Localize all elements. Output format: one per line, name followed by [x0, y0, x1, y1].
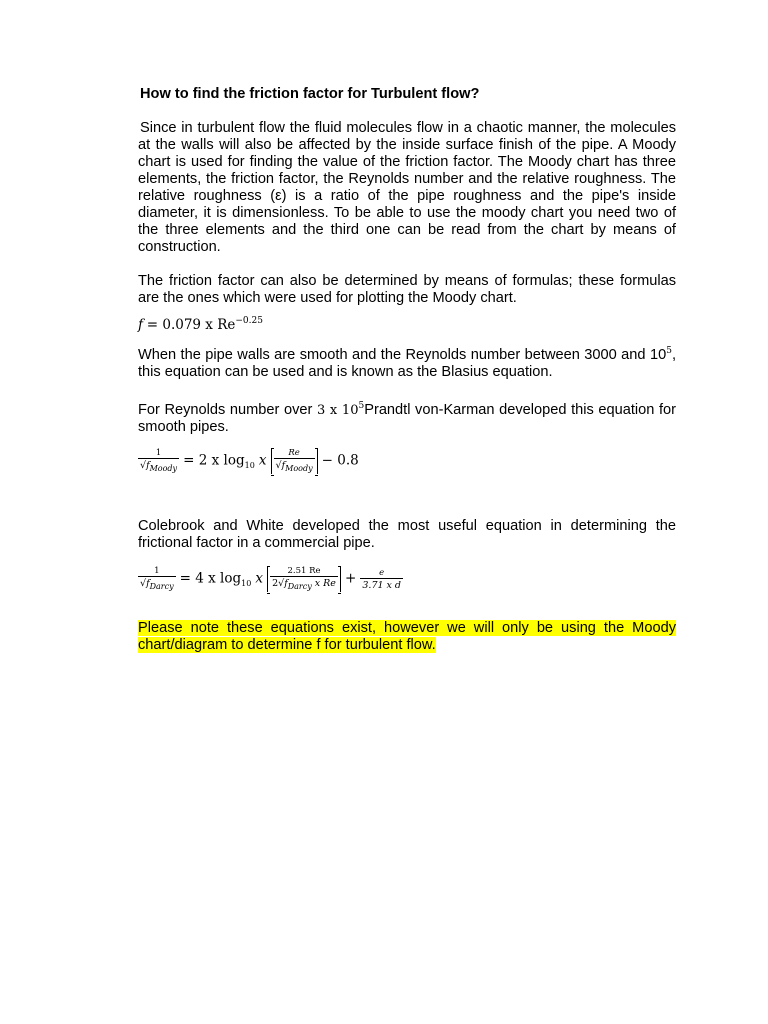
blasius-equation: f = 0.079 x $Re^{-0.25}$ [138, 316, 263, 333]
paragraph-blasius: When the pipe walls are smooth and the Reynolds number between 3000 and $10^5$, this equation can be used and is known as the Blasius equation. [138, 346, 676, 380]
section-heading: How to find the friction factor for Turbulent flow? [140, 86, 480, 102]
document-body [138, 86, 676, 654]
paragraph-colebrook: Colebrook and White developed the most useful equation in determining the frictional factor in a commercial pipe. [138, 518, 676, 551]
paragraph-moody-intro: Since in turbulent flow the fluid molecules flow in a chaotic manner, the molecules at the walls will also be affected by the inside surface finish of the pipe. A Moody chart is used for finding the value of the friction factor. The Moody chart has three elements, the friction factor, the Reynolds number and the relative roughness. The relative roughness (ε) is a ratio of the pipe roughness and the pipe's inside diameter, it is dimensionless. To be able to use the moody chart you need two of the three elements and the third one can be read from the chart by means of construction. [138, 120, 676, 255]
prandtl-equation: $\frac{1}{√f_{Moody}}$ = 2 x $\log_{10} x$ $\frac{Re}{√f_{Moody}}$ − 0.8 [140, 448, 359, 473]
paragraph-prandtl: For Reynolds number over 3 x $10^5Prandtl$ von-Karman developed this equation for smooth pipes. [138, 401, 677, 435]
highlighted-note: Please note these equations exist, however we will only be using the Moody chart/diagram to determine f for turbulent flow. [138, 620, 676, 653]
colebrook-equation: $\frac{1}{√f_{Darcy}}$ = 4 x $\log_{10} x$ $\frac{2.51 Re}{2√f_{Darcy} x Re}$ + $\frac{e}{\text{3.71 x d}}$ [140, 566, 402, 591]
paragraph-formulas: The friction factor can also be determined by means of formulas; these formulas are the ones which were used for plotting the Moody chart. [138, 273, 676, 306]
